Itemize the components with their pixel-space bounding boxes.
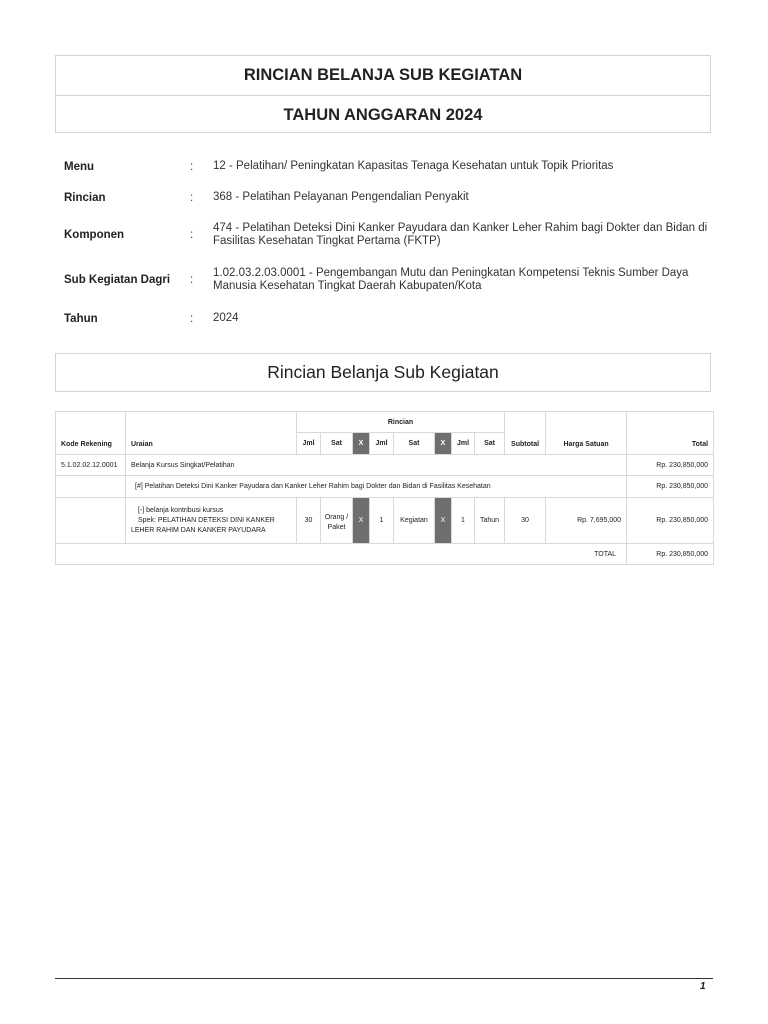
cell-subtotal: 30 — [505, 498, 546, 544]
cell-total: Rp. 230,850,000 — [627, 476, 714, 498]
col-jml: Jml — [370, 433, 394, 455]
meta-row-sub-kegiatan — [64, 265, 714, 295]
cell-kode-empty — [56, 498, 126, 544]
cell-sat: Tahun — [475, 498, 505, 544]
table-row-total — [56, 544, 714, 565]
report-title: RINCIAN BELANJA SUB KEGIATAN — [56, 56, 710, 96]
col-x: X — [353, 433, 370, 455]
meta-value: 1.02.03.2.03.0001 - Pengembangan Mutu dan Peningkatan Kompetensi Teknis Sumber Daya Manusia Kesehatan Tingkat Daerah Kabupaten/Kota — [213, 266, 689, 292]
col-jml: Jml — [452, 433, 475, 455]
cell-uraian: [#] Pelatihan Deteksi Dini Kanker Payudara dan Kanker Leher Rahim bagi Dokter dan Bidan di Fasilitas Kesehatan — [126, 476, 627, 498]
meta-colon: : — [190, 161, 194, 173]
cell-sat: Kegiatan — [394, 498, 435, 544]
meta-value: 474 - Pelatihan Deteksi Dini Kanker Payudara dan Kanker Leher Rahim bagi Dokter dan Bidan di Fasilitas Kesehatan Tingkat Pertama (FKTP) — [213, 221, 708, 247]
meta-key: Menu — [64, 161, 95, 173]
meta-value: 12 - Pelatihan/ Peningkatan Kapasitas Tenaga Kesehatan untuk Topik Prioritas — [213, 160, 614, 173]
cell-total: Rp. 230,850,000 — [627, 455, 714, 476]
footer-divider — [55, 978, 713, 979]
col-kode-rekening: Kode Rekening — [56, 412, 126, 455]
col-rincian: Rincian — [297, 412, 505, 433]
meta-row-tahun — [64, 304, 714, 334]
meta-key: Sub Kegiatan Dagri — [64, 274, 171, 286]
col-total: Total — [627, 412, 714, 455]
col-x: X — [435, 433, 452, 455]
page-number: 1 — [700, 981, 706, 992]
item-spec: Spek: PELATIHAN DETEKSI DINI KANKER LEHER RAHIM DAN KANKER PAYUDARA — [131, 516, 275, 534]
col-harga-satuan: Harga Satuan — [546, 412, 627, 455]
meta-key: Tahun — [64, 313, 98, 325]
report-header — [55, 55, 711, 133]
cell-jml: 1 — [452, 498, 475, 544]
meta-row-komponen — [64, 220, 714, 250]
col-sat: Sat — [475, 433, 505, 455]
table-row-account — [56, 455, 714, 476]
cell-total: Rp. 230,850,000 — [627, 498, 714, 544]
detail-table — [55, 411, 714, 565]
meta-key: Komponen — [64, 229, 125, 241]
cell-sat: Orang / Paket — [321, 498, 353, 544]
meta-row-menu — [64, 152, 714, 182]
cell-jml: 1 — [370, 498, 394, 544]
col-uraian: Uraian — [126, 412, 297, 455]
meta-value: 368 - Pelatihan Pelayanan Pengendalian Penyakit — [213, 191, 469, 204]
section-title: Rincian Belanja Sub Kegiatan — [55, 353, 711, 392]
total-label: TOTAL — [56, 544, 627, 565]
meta-colon: : — [190, 192, 194, 204]
item-name: [-] belanja kontribusi kursus — [138, 506, 224, 514]
table-row-item — [56, 498, 714, 544]
col-jml: Jml — [297, 433, 321, 455]
meta-key: Rincian — [64, 192, 106, 204]
meta-value: 2024 — [213, 312, 239, 325]
cell-kode: 5.1.02.02.12.0001 — [56, 455, 126, 476]
meta-colon: : — [190, 274, 194, 286]
cell-kode-empty — [56, 476, 126, 498]
col-sat: Sat — [394, 433, 435, 455]
report-subtitle: TAHUN ANGGARAN 2024 — [283, 106, 483, 124]
total-value: Rp. 230,850,000 — [627, 544, 714, 565]
meta-row-rincian — [64, 183, 714, 213]
cell-uraian: Belanja Kursus Singkat/Pelatihan — [126, 455, 627, 476]
meta-colon: : — [190, 229, 194, 241]
cell-jml: 30 — [297, 498, 321, 544]
col-subtotal: Subtotal — [505, 412, 546, 455]
cell-harga-satuan: Rp. 7,695,000 — [546, 498, 627, 544]
cell-x: X — [435, 498, 452, 544]
table-row-group — [56, 476, 714, 498]
cell-uraian — [126, 498, 297, 544]
cell-x: X — [353, 498, 370, 544]
table-header-row — [56, 412, 714, 433]
col-sat: Sat — [321, 433, 353, 455]
meta-colon: : — [190, 313, 194, 325]
